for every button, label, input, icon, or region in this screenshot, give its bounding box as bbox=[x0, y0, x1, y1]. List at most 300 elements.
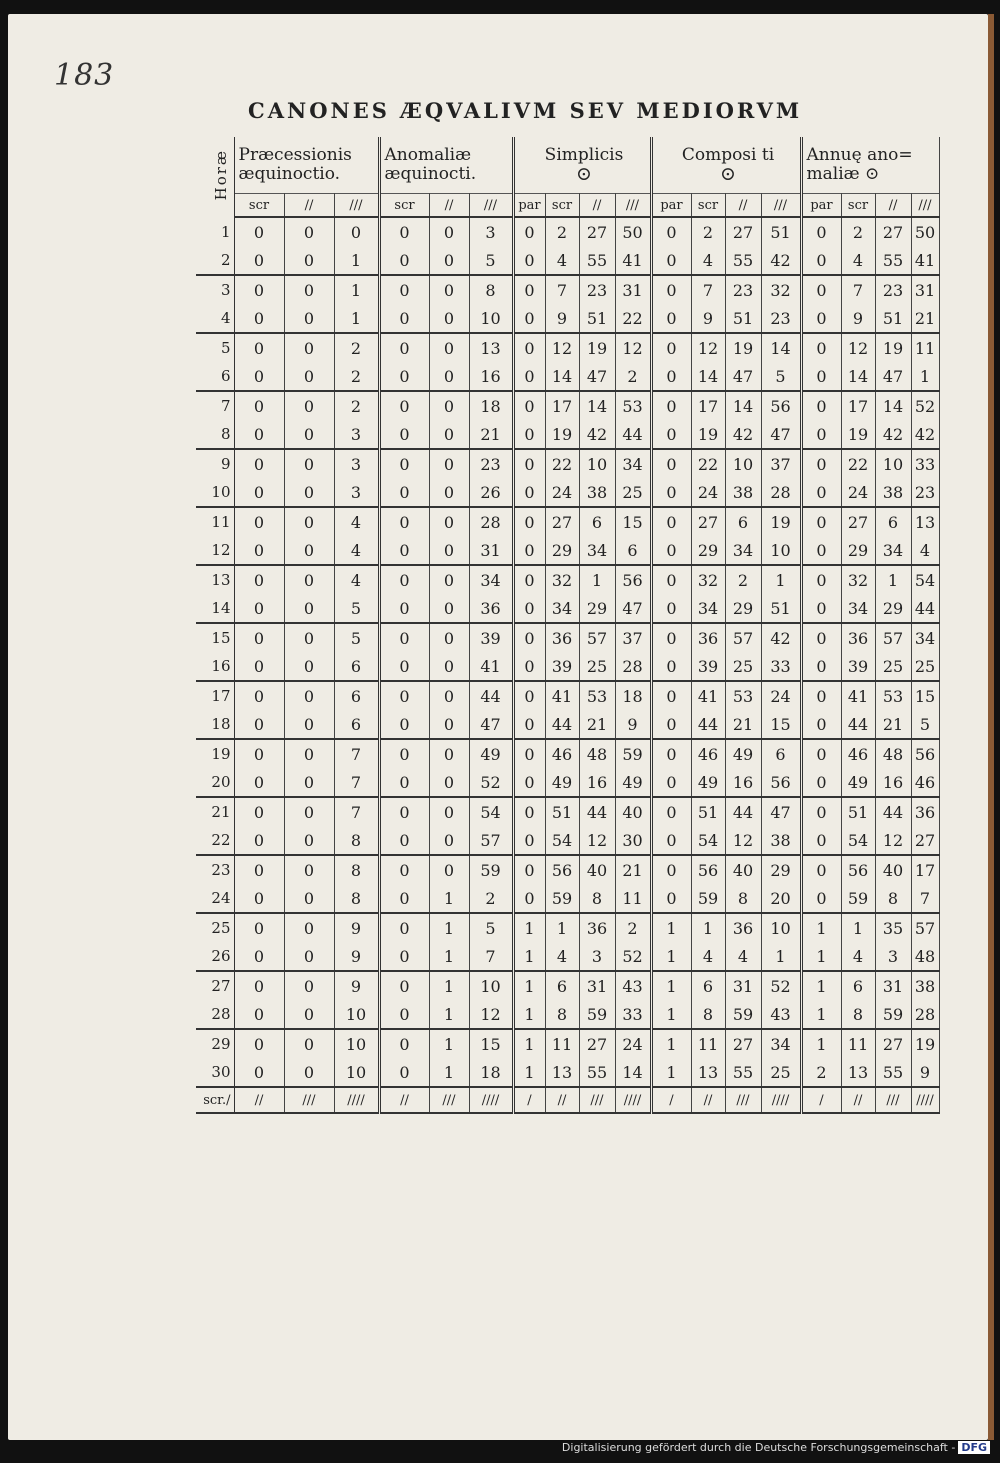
value-cell: 6 bbox=[334, 710, 379, 739]
value-cell: 0 bbox=[513, 681, 545, 710]
value-cell: 25 bbox=[579, 652, 615, 681]
value-cell: 0 bbox=[429, 710, 469, 739]
value-cell: 27 bbox=[875, 217, 911, 246]
value-cell: 16 bbox=[875, 768, 911, 797]
value-cell: 1 bbox=[513, 913, 545, 942]
table-row bbox=[196, 942, 939, 971]
unit-subheader: scr bbox=[841, 194, 875, 218]
value-cell: 3 bbox=[334, 420, 379, 449]
unit-footer-cell: //// bbox=[911, 1087, 939, 1113]
value-cell: 27 bbox=[579, 1029, 615, 1058]
hour-cell: 18 bbox=[196, 710, 234, 739]
value-cell: 12 bbox=[725, 826, 761, 855]
value-cell: 0 bbox=[801, 536, 841, 565]
value-cell: 25 bbox=[875, 652, 911, 681]
value-cell: 50 bbox=[615, 217, 651, 246]
value-cell: 0 bbox=[234, 913, 284, 942]
value-cell: 0 bbox=[379, 739, 429, 768]
value-cell: 0 bbox=[651, 420, 691, 449]
value-cell: 0 bbox=[234, 1058, 284, 1087]
hour-cell: 29 bbox=[196, 1029, 234, 1058]
value-cell: 4 bbox=[691, 246, 725, 275]
value-cell: 44 bbox=[911, 594, 939, 623]
value-cell: 9 bbox=[334, 942, 379, 971]
value-cell: 17 bbox=[691, 391, 725, 420]
hour-cell: 16 bbox=[196, 652, 234, 681]
value-cell: 25 bbox=[761, 1058, 801, 1087]
hour-cell: 11 bbox=[196, 507, 234, 536]
hour-cell: 13 bbox=[196, 565, 234, 594]
value-cell: 0 bbox=[284, 826, 334, 855]
value-cell: 0 bbox=[429, 507, 469, 536]
value-cell: 3 bbox=[334, 449, 379, 478]
value-cell: 1 bbox=[429, 971, 469, 1000]
table-row bbox=[196, 536, 939, 565]
value-cell: 0 bbox=[379, 217, 429, 246]
value-cell: 55 bbox=[875, 246, 911, 275]
table-row bbox=[196, 594, 939, 623]
value-cell: 0 bbox=[429, 739, 469, 768]
value-cell: 22 bbox=[545, 449, 579, 478]
value-cell: 0 bbox=[379, 391, 429, 420]
value-cell: 51 bbox=[761, 594, 801, 623]
value-cell: 1 bbox=[429, 884, 469, 913]
value-cell: 14 bbox=[725, 391, 761, 420]
value-cell: 0 bbox=[379, 246, 429, 275]
value-cell: 38 bbox=[725, 478, 761, 507]
hour-cell: 2 bbox=[196, 246, 234, 275]
value-cell: 3 bbox=[334, 478, 379, 507]
value-cell: 21 bbox=[875, 710, 911, 739]
value-cell: 1 bbox=[429, 913, 469, 942]
value-cell: 4 bbox=[725, 942, 761, 971]
value-cell: 7 bbox=[911, 884, 939, 913]
value-cell: 0 bbox=[429, 391, 469, 420]
value-cell: 2 bbox=[691, 217, 725, 246]
value-cell: 47 bbox=[875, 362, 911, 391]
unit-subheader: // bbox=[725, 194, 761, 218]
value-cell: 59 bbox=[875, 1000, 911, 1029]
value-cell: 0 bbox=[801, 304, 841, 333]
value-cell: 1 bbox=[801, 971, 841, 1000]
value-cell: 11 bbox=[911, 333, 939, 362]
value-cell: 29 bbox=[761, 855, 801, 884]
value-cell: 55 bbox=[725, 1058, 761, 1087]
value-cell: 26 bbox=[469, 478, 513, 507]
value-cell: 4 bbox=[334, 507, 379, 536]
value-cell: 18 bbox=[469, 1058, 513, 1087]
value-cell: 0 bbox=[651, 362, 691, 391]
table-row bbox=[196, 710, 939, 739]
unit-subheader: /// bbox=[911, 194, 939, 218]
hour-cell: 23 bbox=[196, 855, 234, 884]
value-cell: 0 bbox=[429, 217, 469, 246]
value-cell: 0 bbox=[379, 333, 429, 362]
value-cell: 53 bbox=[615, 391, 651, 420]
value-cell: 1 bbox=[429, 942, 469, 971]
value-cell: 0 bbox=[801, 391, 841, 420]
value-cell: 0 bbox=[234, 710, 284, 739]
value-cell: 6 bbox=[579, 507, 615, 536]
value-cell: 0 bbox=[429, 449, 469, 478]
value-cell: 36 bbox=[469, 594, 513, 623]
value-cell: 0 bbox=[284, 507, 334, 536]
value-cell: 0 bbox=[234, 739, 284, 768]
value-cell: 0 bbox=[234, 246, 284, 275]
unit-subheader: /// bbox=[334, 194, 379, 218]
value-cell: 0 bbox=[801, 507, 841, 536]
value-cell: 0 bbox=[284, 942, 334, 971]
unit-footer-cell: //// bbox=[334, 1087, 379, 1113]
hour-cell: 8 bbox=[196, 420, 234, 449]
unit-subheader: /// bbox=[469, 194, 513, 218]
value-cell: 7 bbox=[545, 275, 579, 304]
value-cell: 49 bbox=[725, 739, 761, 768]
value-cell: 29 bbox=[875, 594, 911, 623]
unit-footer-cell: / bbox=[651, 1087, 691, 1113]
value-cell: 35 bbox=[875, 913, 911, 942]
value-cell: 41 bbox=[469, 652, 513, 681]
unit-subheader: par bbox=[651, 194, 691, 218]
value-cell: 4 bbox=[545, 246, 579, 275]
value-cell: 28 bbox=[469, 507, 513, 536]
sun-symbol-icon: ⊙ bbox=[576, 163, 592, 185]
value-cell: 27 bbox=[691, 507, 725, 536]
hour-cell: 19 bbox=[196, 739, 234, 768]
value-cell: 59 bbox=[615, 739, 651, 768]
value-cell: 0 bbox=[513, 478, 545, 507]
value-cell: 4 bbox=[841, 942, 875, 971]
value-cell: 38 bbox=[579, 478, 615, 507]
value-cell: 15 bbox=[615, 507, 651, 536]
table-row bbox=[196, 333, 939, 362]
ephemeris-table bbox=[196, 137, 940, 1114]
value-cell: 0 bbox=[429, 681, 469, 710]
group-header-annual-anomaly: Annuę ano= maliæ ⊙ bbox=[801, 137, 939, 194]
value-cell: 0 bbox=[379, 768, 429, 797]
unit-footer-cell: /// bbox=[725, 1087, 761, 1113]
value-cell: 10 bbox=[334, 1058, 379, 1087]
value-cell: 53 bbox=[579, 681, 615, 710]
value-cell: 33 bbox=[911, 449, 939, 478]
hour-cell: 12 bbox=[196, 536, 234, 565]
value-cell: 0 bbox=[513, 304, 545, 333]
value-cell: 52 bbox=[761, 971, 801, 1000]
value-cell: 5 bbox=[469, 246, 513, 275]
value-cell: 0 bbox=[379, 1058, 429, 1087]
value-cell: 24 bbox=[615, 1029, 651, 1058]
value-cell: 19 bbox=[911, 1029, 939, 1058]
value-cell: 0 bbox=[234, 884, 284, 913]
value-cell: 28 bbox=[761, 478, 801, 507]
value-cell: 0 bbox=[801, 478, 841, 507]
unit-footer-cell: //// bbox=[615, 1087, 651, 1113]
table-row bbox=[196, 1058, 939, 1087]
value-cell: 38 bbox=[911, 971, 939, 1000]
value-cell: 6 bbox=[691, 971, 725, 1000]
value-cell: 0 bbox=[651, 333, 691, 362]
value-cell: 1 bbox=[545, 913, 579, 942]
value-cell: 34 bbox=[875, 536, 911, 565]
value-cell: 0 bbox=[429, 362, 469, 391]
value-cell: 0 bbox=[513, 768, 545, 797]
hour-cell: 17 bbox=[196, 681, 234, 710]
value-cell: 27 bbox=[841, 507, 875, 536]
value-cell: 0 bbox=[234, 275, 284, 304]
value-cell: 6 bbox=[615, 536, 651, 565]
value-cell: 8 bbox=[334, 855, 379, 884]
value-cell: 40 bbox=[579, 855, 615, 884]
value-cell: 22 bbox=[615, 304, 651, 333]
hour-cell: 15 bbox=[196, 623, 234, 652]
value-cell: 5 bbox=[334, 623, 379, 652]
value-cell: 56 bbox=[761, 391, 801, 420]
value-cell: 51 bbox=[579, 304, 615, 333]
value-cell: 29 bbox=[545, 536, 579, 565]
value-cell: 6 bbox=[841, 971, 875, 1000]
value-cell: 0 bbox=[513, 652, 545, 681]
value-cell: 57 bbox=[469, 826, 513, 855]
value-cell: 48 bbox=[875, 739, 911, 768]
value-cell: 0 bbox=[234, 594, 284, 623]
value-cell: 37 bbox=[615, 623, 651, 652]
value-cell: 0 bbox=[429, 304, 469, 333]
value-cell: 2 bbox=[334, 362, 379, 391]
value-cell: 10 bbox=[469, 304, 513, 333]
value-cell: 0 bbox=[234, 971, 284, 1000]
value-cell: 0 bbox=[513, 362, 545, 391]
unit-subheader-row bbox=[196, 194, 939, 218]
value-cell: 0 bbox=[379, 304, 429, 333]
table-row bbox=[196, 797, 939, 826]
value-cell: 5 bbox=[469, 913, 513, 942]
value-cell: 13 bbox=[469, 333, 513, 362]
value-cell: 59 bbox=[841, 884, 875, 913]
value-cell: 42 bbox=[579, 420, 615, 449]
value-cell: 42 bbox=[761, 246, 801, 275]
value-cell: 47 bbox=[579, 362, 615, 391]
hour-cell: 21 bbox=[196, 797, 234, 826]
value-cell: 0 bbox=[284, 855, 334, 884]
value-cell: 0 bbox=[284, 594, 334, 623]
value-cell: 36 bbox=[725, 913, 761, 942]
value-cell: 0 bbox=[513, 710, 545, 739]
value-cell: 4 bbox=[691, 942, 725, 971]
value-cell: 0 bbox=[801, 217, 841, 246]
unit-footer-cell: / bbox=[801, 1087, 841, 1113]
value-cell: 23 bbox=[579, 275, 615, 304]
value-cell: 10 bbox=[334, 1000, 379, 1029]
unit-footer-cell: //// bbox=[469, 1087, 513, 1113]
value-cell: 0 bbox=[234, 391, 284, 420]
value-cell: 0 bbox=[234, 1000, 284, 1029]
hour-cell: 25 bbox=[196, 913, 234, 942]
value-cell: 0 bbox=[284, 681, 334, 710]
value-cell: 56 bbox=[911, 739, 939, 768]
hour-cell: 5 bbox=[196, 333, 234, 362]
value-cell: 54 bbox=[841, 826, 875, 855]
value-cell: 59 bbox=[545, 884, 579, 913]
value-cell: 0 bbox=[651, 594, 691, 623]
value-cell: 1 bbox=[691, 913, 725, 942]
value-cell: 0 bbox=[284, 362, 334, 391]
value-cell: 0 bbox=[429, 246, 469, 275]
value-cell: 41 bbox=[545, 681, 579, 710]
value-cell: 0 bbox=[801, 420, 841, 449]
value-cell: 0 bbox=[651, 304, 691, 333]
value-cell: 0 bbox=[234, 681, 284, 710]
value-cell: 2 bbox=[334, 333, 379, 362]
value-cell: 51 bbox=[875, 304, 911, 333]
value-cell: 2 bbox=[841, 217, 875, 246]
value-cell: 0 bbox=[513, 246, 545, 275]
value-cell: 30 bbox=[615, 826, 651, 855]
value-cell: 44 bbox=[841, 710, 875, 739]
value-cell: 0 bbox=[801, 710, 841, 739]
value-cell: 0 bbox=[429, 565, 469, 594]
value-cell: 0 bbox=[234, 217, 284, 246]
value-cell: 0 bbox=[513, 565, 545, 594]
value-cell: 24 bbox=[545, 478, 579, 507]
table-row bbox=[196, 246, 939, 275]
value-cell: 24 bbox=[761, 681, 801, 710]
value-cell: 41 bbox=[691, 681, 725, 710]
unit-subheader: scr bbox=[379, 194, 429, 218]
value-cell: 9 bbox=[691, 304, 725, 333]
value-cell: 1 bbox=[801, 1000, 841, 1029]
value-cell: 0 bbox=[513, 797, 545, 826]
value-cell: 27 bbox=[875, 1029, 911, 1058]
value-cell: 0 bbox=[429, 797, 469, 826]
value-cell: 34 bbox=[545, 594, 579, 623]
table-row bbox=[196, 1029, 939, 1058]
value-cell: 52 bbox=[615, 942, 651, 971]
value-cell: 0 bbox=[801, 855, 841, 884]
value-cell: 2 bbox=[725, 565, 761, 594]
value-cell: 53 bbox=[725, 681, 761, 710]
value-cell: 1 bbox=[579, 565, 615, 594]
value-cell: 44 bbox=[725, 797, 761, 826]
value-cell: 18 bbox=[469, 391, 513, 420]
unit-subheader: // bbox=[579, 194, 615, 218]
table-row bbox=[196, 217, 939, 246]
value-cell: 6 bbox=[761, 739, 801, 768]
value-cell: 53 bbox=[875, 681, 911, 710]
table-row bbox=[196, 362, 939, 391]
value-cell: 0 bbox=[801, 826, 841, 855]
value-cell: 1 bbox=[651, 1029, 691, 1058]
value-cell: 0 bbox=[379, 884, 429, 913]
value-cell: 57 bbox=[911, 913, 939, 942]
value-cell: 36 bbox=[841, 623, 875, 652]
value-cell: 0 bbox=[234, 768, 284, 797]
value-cell: 0 bbox=[801, 884, 841, 913]
value-cell: 48 bbox=[579, 739, 615, 768]
value-cell: 7 bbox=[691, 275, 725, 304]
value-cell: 9 bbox=[334, 971, 379, 1000]
value-cell: 0 bbox=[801, 333, 841, 362]
value-cell: 17 bbox=[841, 391, 875, 420]
value-cell: 56 bbox=[761, 768, 801, 797]
value-cell: 23 bbox=[875, 275, 911, 304]
value-cell: 6 bbox=[334, 681, 379, 710]
hour-cell: 28 bbox=[196, 1000, 234, 1029]
value-cell: 3 bbox=[579, 942, 615, 971]
value-cell: 0 bbox=[513, 449, 545, 478]
value-cell: 0 bbox=[513, 884, 545, 913]
table-row bbox=[196, 884, 939, 913]
unit-subheader: // bbox=[284, 194, 334, 218]
value-cell: 43 bbox=[615, 971, 651, 1000]
value-cell: 11 bbox=[545, 1029, 579, 1058]
value-cell: 28 bbox=[615, 652, 651, 681]
value-cell: 34 bbox=[691, 594, 725, 623]
table-row bbox=[196, 391, 939, 420]
table-row bbox=[196, 739, 939, 768]
hour-cell: 1 bbox=[196, 217, 234, 246]
value-cell: 0 bbox=[651, 217, 691, 246]
value-cell: 11 bbox=[841, 1029, 875, 1058]
value-cell: 44 bbox=[579, 797, 615, 826]
value-cell: 0 bbox=[651, 652, 691, 681]
value-cell: 27 bbox=[911, 826, 939, 855]
value-cell: 33 bbox=[615, 1000, 651, 1029]
value-cell: 0 bbox=[234, 304, 284, 333]
value-cell: 12 bbox=[841, 333, 875, 362]
value-cell: 36 bbox=[579, 913, 615, 942]
value-cell: 0 bbox=[379, 681, 429, 710]
value-cell: 51 bbox=[841, 797, 875, 826]
value-cell: 49 bbox=[469, 739, 513, 768]
table-row bbox=[196, 275, 939, 304]
value-cell: 54 bbox=[911, 565, 939, 594]
value-cell: 0 bbox=[513, 420, 545, 449]
value-cell: 42 bbox=[725, 420, 761, 449]
value-cell: 0 bbox=[429, 594, 469, 623]
value-cell: 1 bbox=[429, 1058, 469, 1087]
unit-footer-cell: /// bbox=[429, 1087, 469, 1113]
unit-subheader: scr bbox=[545, 194, 579, 218]
value-cell: 5 bbox=[911, 710, 939, 739]
value-cell: 0 bbox=[334, 217, 379, 246]
value-cell: 49 bbox=[841, 768, 875, 797]
value-cell: 0 bbox=[429, 333, 469, 362]
value-cell: 15 bbox=[469, 1029, 513, 1058]
value-cell: 0 bbox=[379, 478, 429, 507]
value-cell: 29 bbox=[841, 536, 875, 565]
value-cell: 23 bbox=[725, 275, 761, 304]
value-cell: 7 bbox=[334, 768, 379, 797]
value-cell: 0 bbox=[801, 768, 841, 797]
value-cell: 59 bbox=[691, 884, 725, 913]
unit-footer-cell: //// bbox=[761, 1087, 801, 1113]
value-cell: 0 bbox=[429, 768, 469, 797]
value-cell: 10 bbox=[725, 449, 761, 478]
value-cell: 47 bbox=[761, 420, 801, 449]
value-cell: 0 bbox=[234, 942, 284, 971]
value-cell: 48 bbox=[911, 942, 939, 971]
value-cell: 1 bbox=[334, 275, 379, 304]
hour-cell: 22 bbox=[196, 826, 234, 855]
table-header-row bbox=[196, 137, 939, 194]
value-cell: 4 bbox=[545, 942, 579, 971]
hour-cell: 14 bbox=[196, 594, 234, 623]
value-cell: 0 bbox=[513, 391, 545, 420]
hour-cell: 10 bbox=[196, 478, 234, 507]
value-cell: 1 bbox=[651, 1000, 691, 1029]
value-cell: 0 bbox=[379, 826, 429, 855]
value-cell: 44 bbox=[691, 710, 725, 739]
